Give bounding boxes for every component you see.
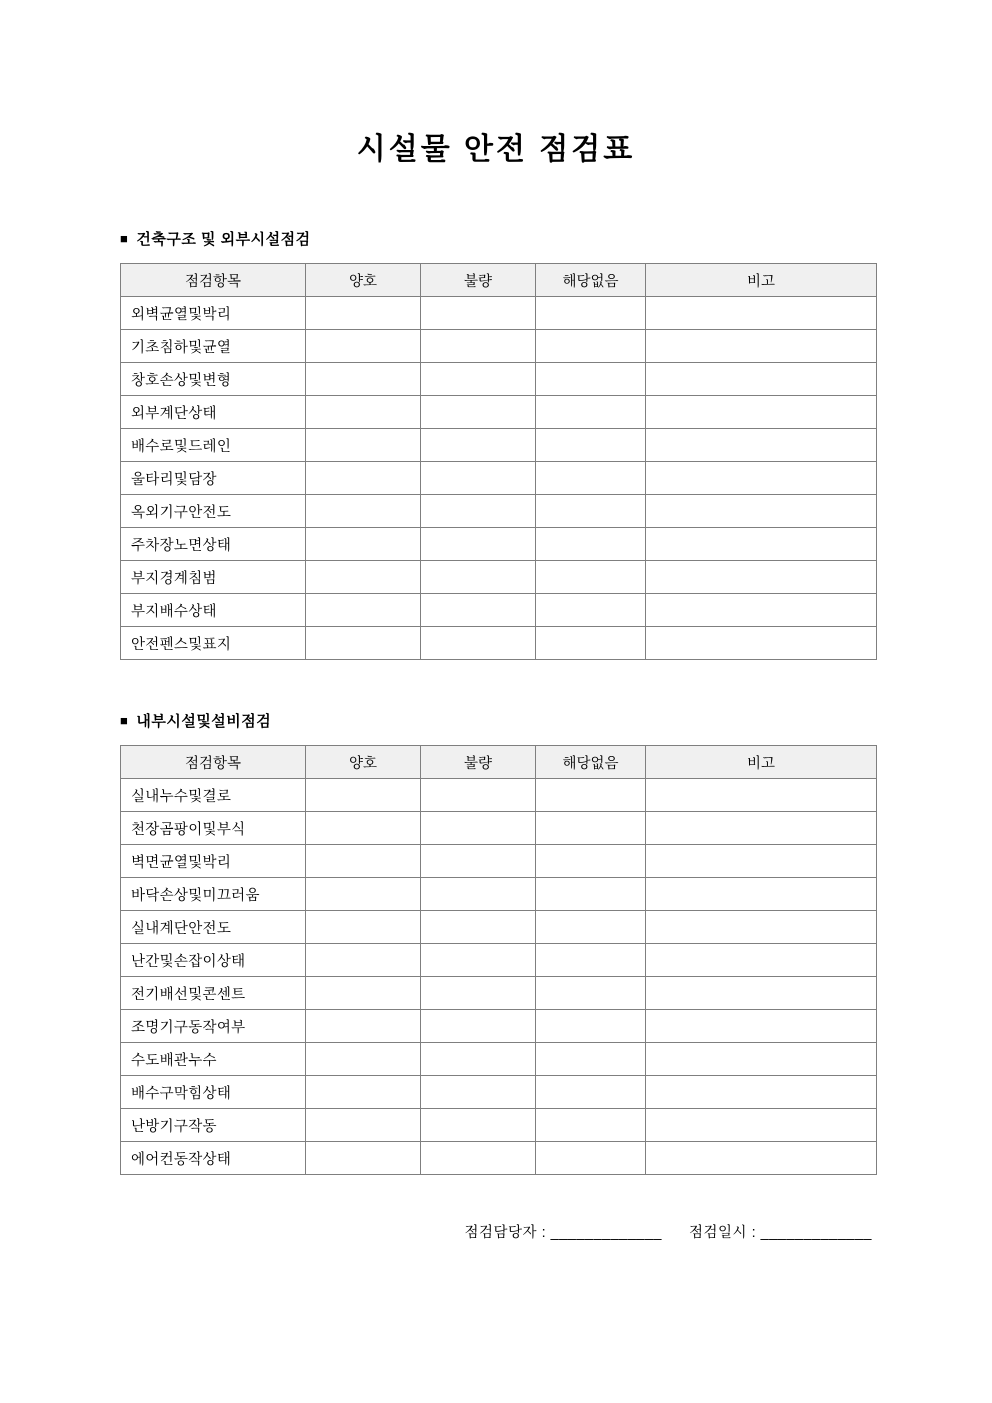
- cell-good[interactable]: [306, 878, 421, 911]
- column-header-bad: 불량: [421, 264, 536, 297]
- cell-bad[interactable]: [421, 1010, 536, 1043]
- cell-bad[interactable]: [421, 462, 536, 495]
- section-heading-exterior-label: 건축구조 및 외부시설점검: [136, 231, 311, 248]
- table-row: [121, 878, 877, 911]
- cell-na[interactable]: [536, 429, 646, 462]
- row-item-label: 외부계단상태: [121, 396, 306, 429]
- cell-note[interactable]: [646, 977, 877, 1010]
- cell-good[interactable]: [306, 594, 421, 627]
- row-item-label: 외벽균열및박리: [121, 297, 306, 330]
- cell-good[interactable]: [306, 330, 421, 363]
- table-row: [121, 977, 877, 1010]
- cell-note[interactable]: [646, 1142, 877, 1175]
- row-item-label: 안전펜스및표지: [121, 627, 306, 660]
- cell-good[interactable]: [306, 396, 421, 429]
- cell-note[interactable]: [646, 1109, 877, 1142]
- row-item-label: 옥외기구안전도: [121, 495, 306, 528]
- table-row: [121, 594, 877, 627]
- cell-good[interactable]: [306, 944, 421, 977]
- cell-note[interactable]: [646, 594, 877, 627]
- cell-bad[interactable]: [421, 396, 536, 429]
- row-item-label: 창호손상및변형: [121, 363, 306, 396]
- row-item-label: 실내누수및결로: [121, 779, 306, 812]
- table-row: [121, 779, 877, 812]
- section-heading-interior-label: 내부시설및설비점검: [136, 713, 272, 730]
- cell-bad[interactable]: [421, 944, 536, 977]
- cell-bad[interactable]: [421, 528, 536, 561]
- cell-good[interactable]: [306, 561, 421, 594]
- table-row: [121, 1010, 877, 1043]
- cell-note[interactable]: [646, 845, 877, 878]
- cell-bad[interactable]: [421, 1076, 536, 1109]
- table-row: [121, 330, 877, 363]
- row-item-label: 부지배수상태: [121, 594, 306, 627]
- cell-note[interactable]: [646, 779, 877, 812]
- cell-na[interactable]: [536, 1076, 646, 1109]
- cell-na[interactable]: [536, 812, 646, 845]
- table-row: [121, 1142, 877, 1175]
- cell-na[interactable]: [536, 363, 646, 396]
- cell-bad[interactable]: [421, 330, 536, 363]
- cell-na[interactable]: [536, 1109, 646, 1142]
- cell-bad[interactable]: [421, 594, 536, 627]
- cell-good[interactable]: [306, 363, 421, 396]
- cell-bad[interactable]: [421, 977, 536, 1010]
- cell-good[interactable]: [306, 1010, 421, 1043]
- row-item-label: 수도배관누수: [121, 1043, 306, 1076]
- column-header-note: 비고: [646, 746, 877, 779]
- row-item-label: 난방기구작동: [121, 1109, 306, 1142]
- cell-na[interactable]: [536, 845, 646, 878]
- cell-na[interactable]: [536, 297, 646, 330]
- cell-na[interactable]: [536, 396, 646, 429]
- cell-na[interactable]: [536, 1142, 646, 1175]
- cell-note[interactable]: [646, 1076, 877, 1109]
- cell-good[interactable]: [306, 462, 421, 495]
- cell-note[interactable]: [646, 944, 877, 977]
- section-heading-exterior: [0, 168, 992, 249]
- cell-good[interactable]: [306, 627, 421, 660]
- cell-na[interactable]: [536, 911, 646, 944]
- column-header-bad: 불량: [421, 746, 536, 779]
- section-heading-interior: [0, 660, 992, 731]
- table-row: [121, 363, 877, 396]
- cell-good[interactable]: [306, 977, 421, 1010]
- table-row: [121, 495, 877, 528]
- cell-bad[interactable]: [421, 1109, 536, 1142]
- table-row: [121, 1043, 877, 1076]
- cell-good[interactable]: [306, 429, 421, 462]
- table-row: [121, 396, 877, 429]
- cell-na[interactable]: [536, 878, 646, 911]
- cell-note[interactable]: [646, 528, 877, 561]
- row-item-label: 주차장노면상태: [121, 528, 306, 561]
- cell-bad[interactable]: [421, 561, 536, 594]
- cell-good[interactable]: [306, 1142, 421, 1175]
- row-item-label: 난간및손잡이상태: [121, 944, 306, 977]
- cell-bad[interactable]: [421, 627, 536, 660]
- table-row: [121, 812, 877, 845]
- cell-na[interactable]: [536, 977, 646, 1010]
- cell-note[interactable]: [646, 396, 877, 429]
- square-bullet-icon: ■: [120, 713, 129, 728]
- row-item-label: 부지경계침범: [121, 561, 306, 594]
- cell-na[interactable]: [536, 561, 646, 594]
- column-header-good: 양호: [306, 746, 421, 779]
- row-item-label: 에어컨동작상태: [121, 1142, 306, 1175]
- table-row: [121, 845, 877, 878]
- column-header-na: 해당없음: [536, 264, 646, 297]
- cell-good[interactable]: [306, 845, 421, 878]
- column-header-good: 양호: [306, 264, 421, 297]
- cell-na[interactable]: [536, 1010, 646, 1043]
- cell-note[interactable]: [646, 878, 877, 911]
- column-header-item: 점검항목: [121, 264, 306, 297]
- cell-bad[interactable]: [421, 1142, 536, 1175]
- table-row: [121, 561, 877, 594]
- cell-na[interactable]: [536, 1043, 646, 1076]
- column-header-na: 해당없음: [536, 746, 646, 779]
- cell-note[interactable]: [646, 462, 877, 495]
- column-header-item: 점검항목: [121, 746, 306, 779]
- cell-note[interactable]: [646, 561, 877, 594]
- cell-good[interactable]: [306, 528, 421, 561]
- cell-note[interactable]: [646, 429, 877, 462]
- page-title: 시설물 안전 점검표: [356, 133, 636, 166]
- cell-na[interactable]: [536, 594, 646, 627]
- cell-good[interactable]: [306, 779, 421, 812]
- cell-note[interactable]: [646, 812, 877, 845]
- cell-na[interactable]: [536, 495, 646, 528]
- cell-bad[interactable]: [421, 297, 536, 330]
- inspector-label: 점검담당자 :: [464, 1225, 547, 1241]
- row-item-label: 울타리및담장: [121, 462, 306, 495]
- cell-good[interactable]: [306, 495, 421, 528]
- cell-note[interactable]: [646, 495, 877, 528]
- table-row: [121, 429, 877, 462]
- cell-bad[interactable]: [421, 363, 536, 396]
- row-item-label: 조명기구동작여부: [121, 1010, 306, 1043]
- cell-na[interactable]: [536, 330, 646, 363]
- section-interior: [0, 660, 992, 1175]
- date-blank[interactable]: _____________: [760, 1225, 872, 1241]
- cell-note[interactable]: [646, 627, 877, 660]
- cell-bad[interactable]: [421, 1043, 536, 1076]
- section-exterior: [0, 168, 992, 660]
- square-bullet-icon: ■: [120, 231, 129, 246]
- table-row: [121, 911, 877, 944]
- cell-na[interactable]: [536, 627, 646, 660]
- cell-good[interactable]: [306, 911, 421, 944]
- table-row: [121, 1076, 877, 1109]
- row-item-label: 실내계단안전도: [121, 911, 306, 944]
- cell-good[interactable]: [306, 297, 421, 330]
- row-item-label: 전기배선및콘센트: [121, 977, 306, 1010]
- cell-note[interactable]: [646, 1043, 877, 1076]
- cell-good[interactable]: [306, 1043, 421, 1076]
- cell-na[interactable]: [536, 462, 646, 495]
- cell-bad[interactable]: [421, 779, 536, 812]
- checklist-table-exterior: [120, 263, 877, 660]
- row-item-label: 배수로및드레인: [121, 429, 306, 462]
- table-row: [121, 944, 877, 977]
- checklist-table-interior: [120, 745, 877, 1175]
- table-row: [121, 462, 877, 495]
- cell-na[interactable]: [536, 944, 646, 977]
- date-label: 점검일시 :: [689, 1225, 757, 1241]
- cell-good[interactable]: [306, 812, 421, 845]
- cell-na[interactable]: [536, 779, 646, 812]
- inspector-blank[interactable]: _____________: [550, 1225, 662, 1241]
- cell-note[interactable]: [646, 363, 877, 396]
- cell-bad[interactable]: [421, 845, 536, 878]
- cell-bad[interactable]: [421, 878, 536, 911]
- cell-na[interactable]: [536, 528, 646, 561]
- cell-good[interactable]: [306, 1109, 421, 1142]
- cell-bad[interactable]: [421, 911, 536, 944]
- table-header-row: [121, 746, 877, 779]
- signature-line: [0, 1221, 992, 1242]
- cell-note[interactable]: [646, 297, 877, 330]
- table-row: [121, 627, 877, 660]
- row-item-label: 벽면균열및박리: [121, 845, 306, 878]
- cell-bad[interactable]: [421, 812, 536, 845]
- table-row: [121, 528, 877, 561]
- cell-note[interactable]: [646, 330, 877, 363]
- row-item-label: 천장곰팡이및부식: [121, 812, 306, 845]
- cell-good[interactable]: [306, 1076, 421, 1109]
- row-item-label: 바닥손상및미끄러움: [121, 878, 306, 911]
- column-header-note: 비고: [646, 264, 877, 297]
- row-item-label: 기초침하및균열: [121, 330, 306, 363]
- cell-note[interactable]: [646, 911, 877, 944]
- table-row: [121, 297, 877, 330]
- cell-bad[interactable]: [421, 429, 536, 462]
- cell-note[interactable]: [646, 1010, 877, 1043]
- cell-bad[interactable]: [421, 495, 536, 528]
- table-header-row: [121, 264, 877, 297]
- table-row: [121, 1109, 877, 1142]
- row-item-label: 배수구막힘상태: [121, 1076, 306, 1109]
